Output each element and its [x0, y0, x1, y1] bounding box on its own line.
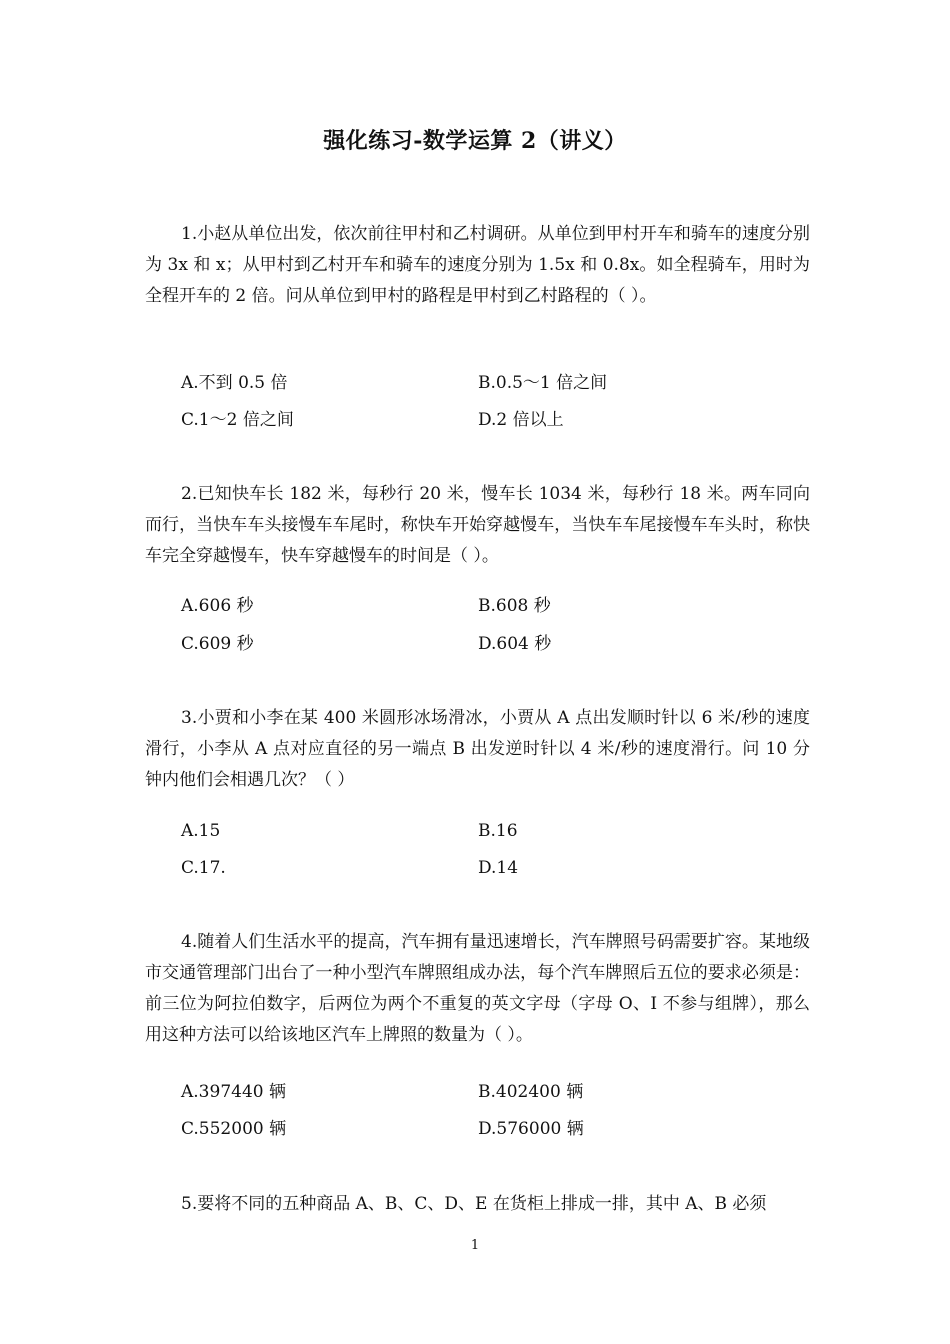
question-2-option-d: D.604 秒	[478, 634, 552, 654]
question-1-option-b: B.0.5～1 倍之间	[478, 373, 608, 393]
question-1-option-c: C.1～2 倍之间	[181, 410, 294, 430]
question-2-stem: 2.已知快车长 182 米，每秒行 20 米，慢车长 1034 米，每秒行 18 米。两车同向而行，当快车车头接慢车车尾时，称快车开始穿越慢车，当快车车尾接慢车车头时，称快车完全穿越慢车，快车穿越慢车的时间是（ ）。	[145, 484, 810, 566]
question-4-option-d: D.576000 辆	[478, 1119, 584, 1139]
question-3-option-c: C.17.	[181, 858, 226, 878]
question-3-stem: 3.小贾和小李在某 400 米圆形冰场滑冰，小贾从 A 点出发顺时针以 6 米/秒的速度滑行，小李从 A 点对应直径的另一端点 B 出发逆时针以 4 米/秒的速度滑行。问 10 分钟内他们会相遇几次？（ ）	[145, 708, 810, 790]
question-4-option-c: C.552000 辆	[181, 1119, 287, 1139]
question-3-option-b: B.16	[478, 821, 518, 841]
question-2-option-a: A.606 秒	[181, 596, 254, 616]
question-2-option-b: B.608 秒	[478, 596, 551, 616]
question-1-stem: 1.小赵从单位出发，依次前往甲村和乙村调研。从单位到甲村开车和骑车的速度分别为 3x 和 x；从甲村到乙村开车和骑车的速度分别为 1.5x 和 0.8x。如全程骑车，用时为全程开车的 2 倍。问从单位到甲村的路程是甲村到乙村路程的（ ）。	[145, 224, 810, 306]
question-4-option-a: A.397440 辆	[181, 1082, 286, 1102]
question-3-option-a: A.15	[181, 821, 221, 841]
question-4-option-b: B.402400 辆	[478, 1082, 584, 1102]
question-1-option-a: A.不到 0.5 倍	[181, 373, 288, 393]
question-1-option-d: D.2 倍以上	[478, 410, 564, 430]
question-5-stem: 5.要将不同的五种商品 A、B、C、D、E 在货柜上排成一排，其中 A、B 必须	[181, 1194, 767, 1214]
question-2-option-c: C.609 秒	[181, 634, 254, 654]
page-title: 强化练习-数学运算 2（讲义）	[323, 128, 627, 154]
question-4-stem: 4.随着人们生活水平的提高，汽车拥有量迅速增长，汽车牌照号码需要扩容。某地级市交通管理部门出台了一种小型汽车牌照组成办法，每个汽车牌照后五位的要求必须是：前三位为阿拉伯数字，后两位为两个不重复的英文字母（字母 O、I 不参与组牌），那么用这种方法可以给该地区汽车上牌照的数量为（ ）。	[145, 932, 810, 1045]
question-3-option-d: D.14	[478, 858, 519, 878]
page-number: 1	[470, 1238, 480, 1253]
